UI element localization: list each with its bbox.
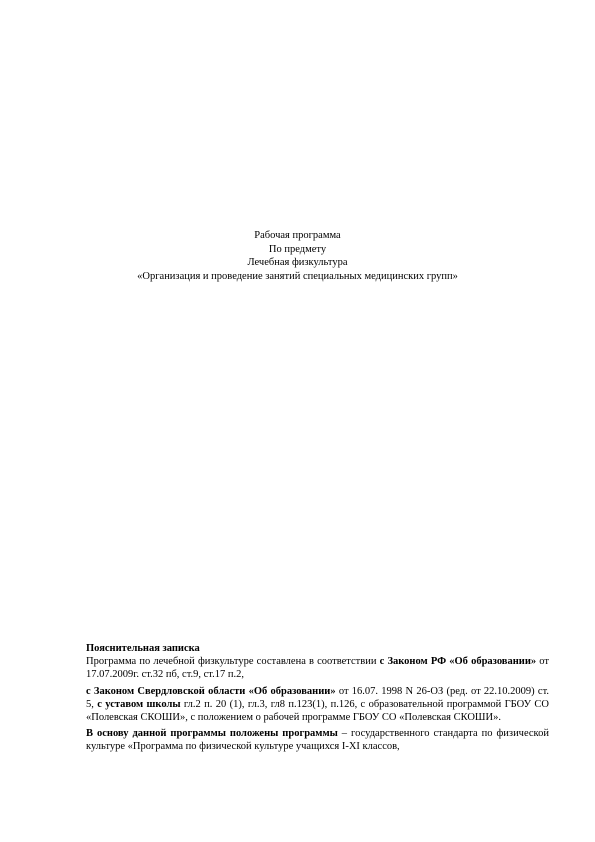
note-paragraph-2 — [86, 685, 549, 725]
p2-law-reference: с Законом Свердловской области «Об образовании» — [86, 685, 336, 697]
subject-name: Лечебная физкультура — [247, 257, 348, 268]
p2-charter-reference: с уставом школы — [97, 698, 181, 710]
p2-text-2: гл.2 п. 20 (1), гл.3, гл8 п.123(1), п.126, с образовательной программой ГБОУ СО «Полевская СКОШИ», с положением о рабочей программе ГБОУ СО «Полевская СКОШИ». — [86, 698, 550, 724]
p2-text-1: от 16.07. 1998 N 26-ОЗ (ред. от 22.10.2009) ст. 5, — [86, 685, 550, 710]
note-heading: Пояснительная записка — [86, 643, 200, 654]
title-block — [0, 229, 595, 283]
subject-label: По предмету — [268, 243, 327, 255]
note-paragraph-1 — [86, 655, 549, 681]
p1-text: Программа по лечебной физкультуре составлена в соответствии — [86, 656, 380, 668]
explanatory-note — [86, 642, 549, 754]
p3-text: – государственного стандарта по физической культуре «Программа по физической культуре учащихся I-XI классов, — [86, 728, 549, 753]
p3-bold: В основу данной программы положены программы — [86, 728, 338, 740]
p1-law-reference: с Законом РФ «Об образовании» — [379, 656, 537, 668]
program-name: «Организация и проведение занятий специальных медицинских групп» — [137, 270, 458, 282]
document-title: Рабочая программа — [254, 230, 341, 241]
note-paragraph-3 — [86, 727, 549, 753]
p1-tail: от 17.07.2009г. ст.32 пб, ст.9, ст.17 п.2, — [86, 656, 550, 681]
